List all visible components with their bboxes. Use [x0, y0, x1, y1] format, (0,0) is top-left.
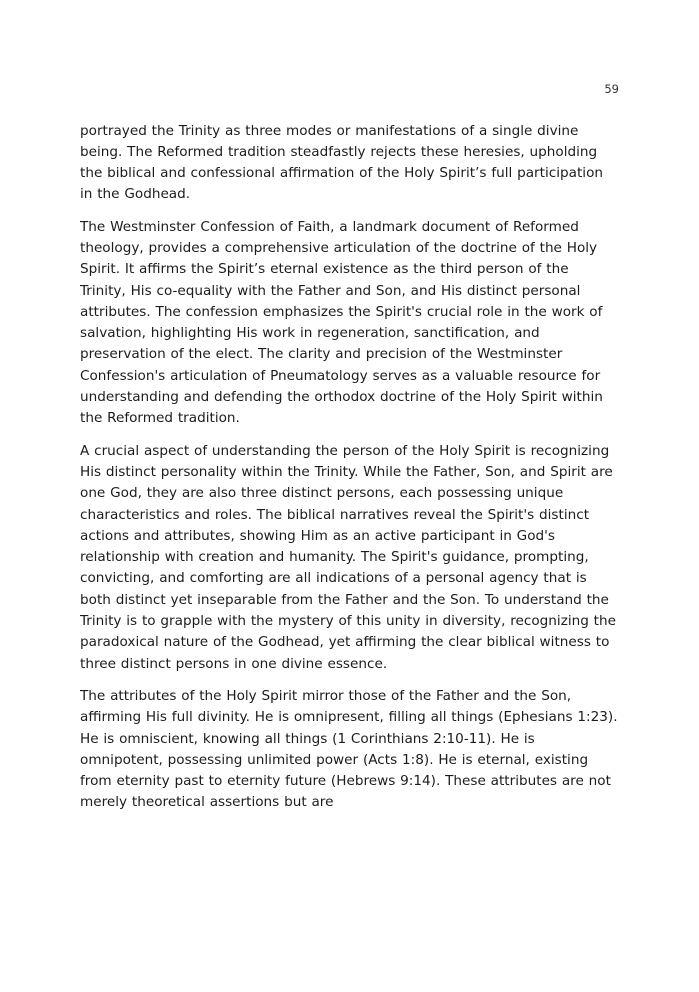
paragraph: A crucial aspect of understanding the person of the Holy Spirit is recognizing His distinct personality within the Trinity. While the Father, Son, and Spirit are one God, they are also three distinct persons, each possessing unique characteristics and roles. The biblical narratives reveal the Spirit's distinct actions and attributes, showing Him as an active participant in God's relationship with creation and humanity. The Spirit's guidance, prompting, convicting, and comforting are all indications of a personal agency that is both distinct yet inseparable from the Father and the Son. To understand the Trinity is to grapple with the mystery of this unity in diversity, recognizing the paradoxical nature of the Godhead, yet affirming the clear biblical witness to three distinct persons in one divine essence. — [80, 442, 616, 672]
paragraph: portrayed the Trinity as three modes or manifestations of a single divine being. The Reformed tradition steadfastly rejects these heresies, upholding the biblical and confessional affirmation of the Holy Spirit’s full participation in the Godhead. — [80, 122, 603, 203]
paragraph: The Westminster Confession of Faith, a landmark document of Reformed theology, provides a comprehensive articulation of the doctrine of the Holy Spirit. It affirms the Spirit’s eternal existence as the third person of the Trinity, His co-equality with the Father and Son, and His distinct personal attributes. The confession emphasizes the Spirit's crucial role in the work of salvation, highlighting His work in regeneration, sanctification, and preservation of the elect. The clarity and precision of the Westminster Confession's articulation of Pneumatology serves as a valuable resource for understanding and defending the orthodox doctrine of the Holy Spirit within the Reformed tradition. — [80, 218, 603, 427]
paragraph: The attributes of the Holy Spirit mirror those of the Father and the Son, affirming His full divinity. He is omnipresent, filling all things (Ephesians 1:23). He is omniscient, knowing all things (1 Corinthians 2:10-11). He is omnipotent, possessing unlimited power (Acts 1:8). He is eternal, existing from eternity past to eternity future (Hebrews 9:14). These attributes are not merely theoretical assertions but are — [80, 687, 618, 811]
page-content — [80, 121, 619, 814]
page-number: 59 — [604, 82, 619, 96]
